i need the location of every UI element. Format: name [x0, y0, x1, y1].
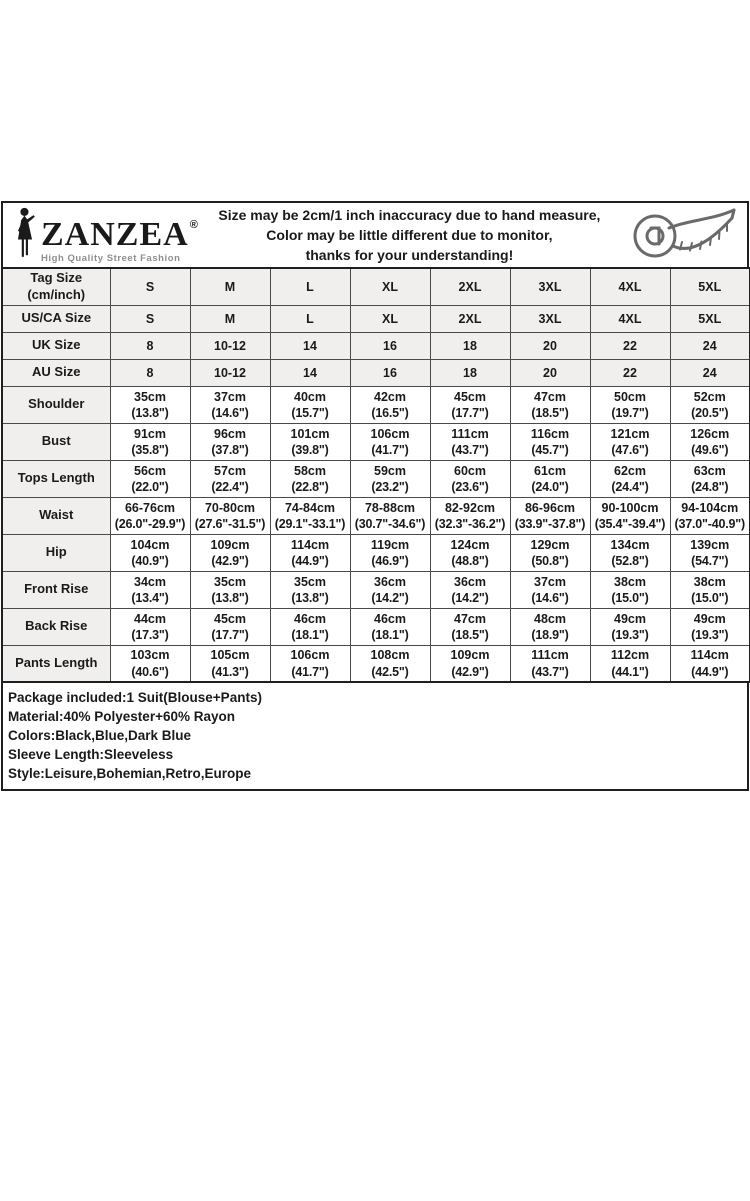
table-row [2, 645, 750, 682]
detail-line: Colors:Black,Blue,Dark Blue [8, 728, 192, 744]
woman-silhouette-icon [12, 207, 38, 264]
row-label: Bust [2, 423, 110, 460]
size-cell: 42cm (16.5") [350, 386, 430, 423]
size-cell: 45cm (17.7") [430, 386, 510, 423]
size-cell: S [110, 305, 190, 332]
size-cell: 38cm (15.0") [590, 571, 670, 608]
size-cell: 62cm (24.4") [590, 460, 670, 497]
size-table [1, 267, 750, 683]
size-cell: 90-100cm (35.4"-39.4") [590, 497, 670, 534]
size-cell: M [190, 268, 270, 305]
size-cell: 104cm (40.9") [110, 534, 190, 571]
size-cell: 22 [590, 359, 670, 386]
size-cell: 126cm (49.6") [670, 423, 750, 460]
size-cell: 82-92cm (32.3"-36.2") [430, 497, 510, 534]
size-cell: 111cm (43.7") [430, 423, 510, 460]
size-cell: 119cm (46.9") [350, 534, 430, 571]
size-cell: 91cm (35.8") [110, 423, 190, 460]
size-cell: 2XL [430, 305, 510, 332]
row-label: Front Rise [2, 571, 110, 608]
detail-line: Sleeve Length:Sleeveless [8, 747, 174, 763]
brand-tagline: High Quality Street Fashion [41, 253, 181, 264]
size-cell: 24 [670, 359, 750, 386]
size-cell: 108cm (42.5") [350, 645, 430, 682]
size-cell: 121cm (47.6") [590, 423, 670, 460]
header-box [1, 201, 749, 269]
size-cell: 52cm (20.5") [670, 386, 750, 423]
table-row [2, 359, 750, 386]
size-cell: 5XL [670, 268, 750, 305]
size-cell: 38cm (15.0") [670, 571, 750, 608]
size-cell: 129cm (50.8") [510, 534, 590, 571]
size-cell: 59cm (23.2") [350, 460, 430, 497]
table-row [2, 386, 750, 423]
size-cell: 66-76cm (26.0"-29.9") [110, 497, 190, 534]
size-cell: 111cm (43.7") [510, 645, 590, 682]
note-line: Size may be 2cm/1 inch inaccuracy due to hand measure, [218, 207, 601, 223]
note-line: Color may be little different due to monitor, [266, 227, 553, 243]
size-cell: S [110, 268, 190, 305]
row-label: Tops Length [2, 460, 110, 497]
size-cell: 20 [510, 359, 590, 386]
size-cell: 94-104cm (37.0"-40.9") [670, 497, 750, 534]
size-cell: 45cm (17.7") [190, 608, 270, 645]
size-cell: 50cm (19.7") [590, 386, 670, 423]
size-cell: XL [350, 305, 430, 332]
size-cell: 36cm (14.2") [350, 571, 430, 608]
row-label: Shoulder [2, 386, 110, 423]
size-cell: 4XL [590, 268, 670, 305]
size-cell: 49cm (19.3") [670, 608, 750, 645]
size-chart-sheet [1, 201, 749, 791]
table-row [2, 571, 750, 608]
table-row [2, 534, 750, 571]
size-cell: 18 [430, 359, 510, 386]
size-cell: 114cm (44.9") [670, 645, 750, 682]
size-cell: 56cm (22.0") [110, 460, 190, 497]
size-cell: 22 [590, 332, 670, 359]
table-row [2, 268, 750, 305]
row-label: Back Rise [2, 608, 110, 645]
size-cell: XL [350, 268, 430, 305]
row-label: Waist [2, 497, 110, 534]
size-cell: 3XL [510, 305, 590, 332]
size-cell: 48cm (18.9") [510, 608, 590, 645]
size-cell: 16 [350, 359, 430, 386]
table-row [2, 332, 750, 359]
size-cell: 101cm (39.8") [270, 423, 350, 460]
measuring-tape-icon [621, 206, 747, 264]
size-cell: 40cm (15.7") [270, 386, 350, 423]
row-label: UK Size [2, 332, 110, 359]
detail-line: Material:40% Polyester+60% Rayon [8, 709, 235, 725]
size-note [198, 205, 621, 265]
size-cell: 18 [430, 332, 510, 359]
note-line: thanks for your understanding! [305, 247, 514, 263]
size-cell: 14 [270, 359, 350, 386]
row-label: Hip [2, 534, 110, 571]
size-table-body [2, 268, 750, 682]
size-cell: 10-12 [190, 332, 270, 359]
size-cell: L [270, 268, 350, 305]
size-cell: 4XL [590, 305, 670, 332]
size-cell: 114cm (44.9") [270, 534, 350, 571]
table-row [2, 305, 750, 332]
size-cell: 57cm (22.4") [190, 460, 270, 497]
size-cell: 60cm (23.6") [430, 460, 510, 497]
size-cell: 37cm (14.6") [510, 571, 590, 608]
size-cell: 106cm (41.7") [270, 645, 350, 682]
size-cell: 105cm (41.3") [190, 645, 270, 682]
detail-line: Package included:1 Suit(Blouse+Pants) [8, 690, 262, 706]
size-cell: 112cm (44.1") [590, 645, 670, 682]
size-cell: 49cm (19.3") [590, 608, 670, 645]
row-label: Tag Size (cm/inch) [2, 268, 110, 305]
size-cell: 35cm (13.8") [110, 386, 190, 423]
size-cell: 36cm (14.2") [430, 571, 510, 608]
size-cell: 20 [510, 332, 590, 359]
size-cell: 37cm (14.6") [190, 386, 270, 423]
size-cell: 47cm (18.5") [430, 608, 510, 645]
size-cell: 134cm (52.8") [590, 534, 670, 571]
size-cell: L [270, 305, 350, 332]
size-cell: 8 [110, 359, 190, 386]
size-cell: 2XL [430, 268, 510, 305]
size-cell: 86-96cm (33.9"-37.8") [510, 497, 590, 534]
size-cell: 3XL [510, 268, 590, 305]
brand-logo [3, 207, 198, 264]
registered-mark: ® [189, 219, 198, 232]
row-label: US/CA Size [2, 305, 110, 332]
size-cell: 109cm (42.9") [190, 534, 270, 571]
size-cell: 47cm (18.5") [510, 386, 590, 423]
table-row [2, 497, 750, 534]
brand-name: ZANZEA [41, 216, 189, 254]
size-cell: 106cm (41.7") [350, 423, 430, 460]
size-cell: 74-84cm (29.1"-33.1") [270, 497, 350, 534]
size-cell: 46cm (18.1") [350, 608, 430, 645]
table-row [2, 608, 750, 645]
table-row [2, 460, 750, 497]
size-cell: 24 [670, 332, 750, 359]
row-label: Pants Length [2, 645, 110, 682]
size-cell: 35cm (13.8") [190, 571, 270, 608]
details-box [1, 681, 749, 791]
size-cell: 116cm (45.7") [510, 423, 590, 460]
size-cell: 5XL [670, 305, 750, 332]
size-cell: M [190, 305, 270, 332]
size-cell: 103cm (40.6") [110, 645, 190, 682]
size-cell: 124cm (48.8") [430, 534, 510, 571]
size-cell: 70-80cm (27.6"-31.5") [190, 497, 270, 534]
size-cell: 44cm (17.3") [110, 608, 190, 645]
size-cell: 63cm (24.8") [670, 460, 750, 497]
detail-line: Style:Leisure,Bohemian,Retro,Europe [8, 766, 252, 782]
size-cell: 8 [110, 332, 190, 359]
size-cell: 46cm (18.1") [270, 608, 350, 645]
size-cell: 58cm (22.8") [270, 460, 350, 497]
size-cell: 109cm (42.9") [430, 645, 510, 682]
size-cell: 139cm (54.7") [670, 534, 750, 571]
size-cell: 35cm (13.8") [270, 571, 350, 608]
size-cell: 96cm (37.8") [190, 423, 270, 460]
size-cell: 14 [270, 332, 350, 359]
table-row [2, 423, 750, 460]
row-label: AU Size [2, 359, 110, 386]
size-cell: 16 [350, 332, 430, 359]
size-cell: 78-88cm (30.7"-34.6") [350, 497, 430, 534]
size-cell: 10-12 [190, 359, 270, 386]
size-cell: 34cm (13.4") [110, 571, 190, 608]
size-cell: 61cm (24.0") [510, 460, 590, 497]
